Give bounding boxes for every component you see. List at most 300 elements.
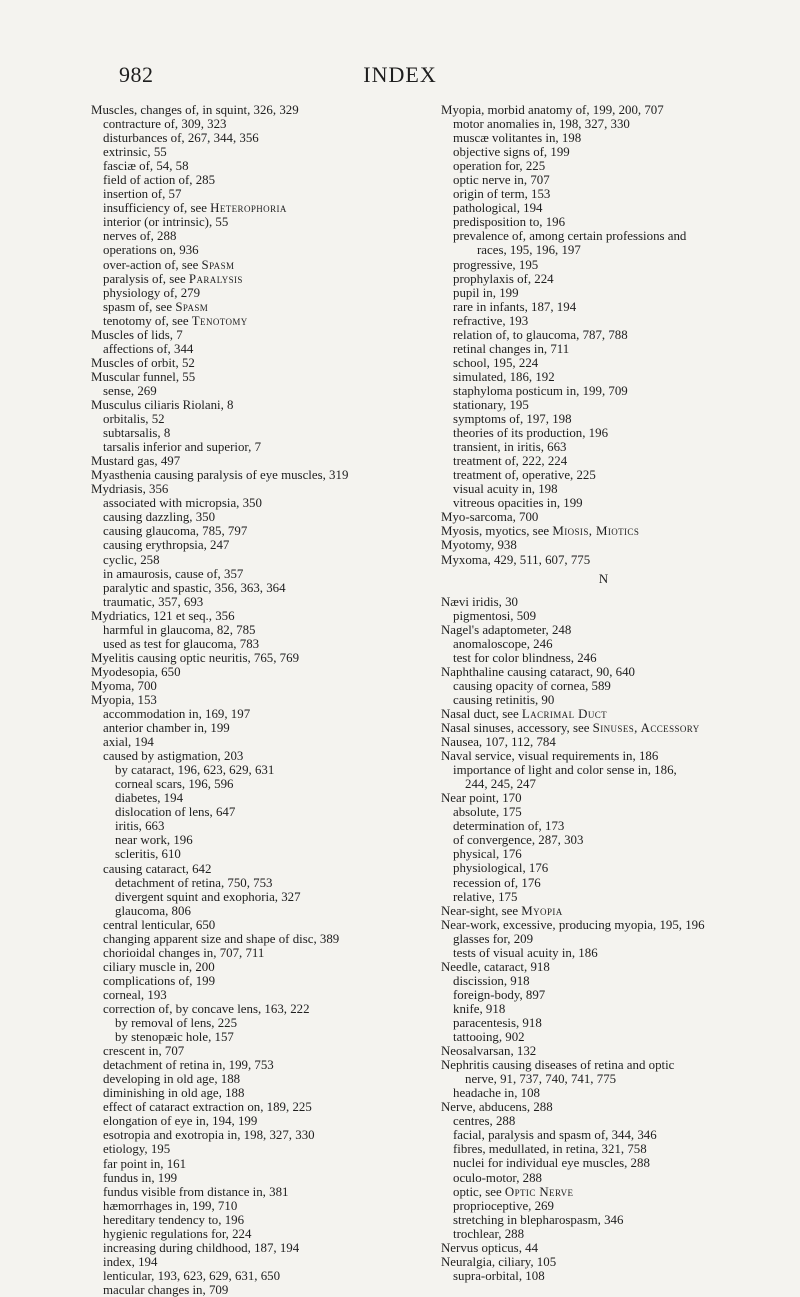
index-subentry (91, 496, 426, 510)
entry-text: discission, 918 (453, 973, 530, 988)
entry-text: in amaurosis, cause of, 357 (103, 566, 244, 581)
index-subentry (91, 623, 426, 637)
entry-text: proprioceptive, 269 (453, 1198, 554, 1213)
index-subentry (91, 1199, 426, 1213)
entry-text: origin of term, 153 (453, 187, 551, 202)
index-subentry (441, 637, 766, 651)
entry-text: over-action of, see (103, 257, 202, 272)
index-entry (441, 721, 766, 735)
index-subentry (441, 384, 766, 398)
index-subentry (441, 861, 766, 875)
entry-text: Near-sight, see (441, 903, 522, 918)
index-subentry (91, 763, 426, 777)
index-subentry (91, 1269, 426, 1283)
index-column-right (441, 103, 766, 1283)
entry-text: detachment of retina, 750, 753 (115, 875, 273, 890)
index-entry (91, 693, 426, 707)
index-subentry (441, 1171, 766, 1185)
entry-text: trochlear, 288 (453, 1226, 525, 1241)
entry-text: near work, 196 (115, 833, 193, 848)
entry-text: treatment of, 222, 224 (453, 454, 568, 469)
index-subentry (91, 805, 426, 819)
entry-text: spasm of, see (103, 299, 176, 314)
entry-text: fibres, medullated, in retina, 321, 758 (453, 1142, 647, 1157)
index-subentry (91, 1241, 426, 1255)
index-subentry (441, 763, 766, 777)
entry-text: used as test for glaucoma, 783 (103, 636, 260, 651)
index-column-left (91, 103, 426, 1297)
index-subentry (441, 946, 766, 960)
index-entry (441, 623, 766, 637)
index-subentry (441, 1199, 766, 1213)
index-entry (91, 651, 426, 665)
entry-text: central lenticular, 650 (103, 917, 216, 932)
index-subentry (441, 482, 766, 496)
index-entry (441, 735, 766, 749)
entry-text: Muscular funnel, 55 (91, 369, 196, 384)
index-subentry (441, 679, 766, 693)
entry-text: symptoms of, 197, 198 (453, 412, 572, 427)
index-subentry (441, 1016, 766, 1030)
entry-text: stationary, 195 (453, 397, 529, 412)
index-subentry (91, 749, 426, 763)
index-subentry (441, 805, 766, 819)
entry-text: insufficiency of, see (103, 201, 211, 216)
index-subentry (91, 1002, 426, 1016)
entry-text: affections of, 344 (103, 341, 194, 356)
entry-text: tattooing, 902 (453, 1030, 525, 1045)
index-subentry (441, 609, 766, 623)
index-subentry (441, 1086, 766, 1100)
index-subentry (91, 1227, 426, 1241)
entry-text: causing cataract, 642 (103, 861, 212, 876)
index-subentry (91, 258, 426, 272)
index-subentry (91, 960, 426, 974)
index-entry (441, 918, 766, 932)
index-subentry (91, 538, 426, 552)
entry-text: chorioidal changes in, 707, 711 (103, 945, 265, 960)
entry-text: hygienic regulations for, 224 (103, 1226, 252, 1241)
entry-text: Nephritis causing diseases of retina and optic (441, 1058, 675, 1073)
index-subentry (441, 187, 766, 201)
entry-text: nerve, 91, 737, 740, 741, 775 (465, 1072, 617, 1087)
index-subentry (441, 243, 766, 257)
index-subentry (441, 1227, 766, 1241)
entry-text: Naphthaline causing cataract, 90, 640 (441, 664, 636, 679)
index-entry (441, 791, 766, 805)
entry-text: oculo-motor, 288 (453, 1170, 542, 1185)
entry-text: developing in old age, 188 (103, 1072, 241, 1087)
index-entry (91, 454, 426, 468)
entry-text: anterior chamber in, 199 (103, 721, 230, 736)
entry-text: objective signs of, 199 (453, 145, 570, 160)
entry-text: diabetes, 194 (115, 791, 184, 806)
entry-text: scleritis, 610 (115, 847, 181, 862)
entry-text: index, 194 (103, 1254, 158, 1269)
index-entry (91, 328, 426, 342)
entry-text: effect of cataract extraction on, 189, 225 (103, 1100, 312, 1115)
entry-text: Neosalvarsan, 132 (441, 1044, 537, 1059)
index-subentry (91, 1142, 426, 1156)
entry-text: Myopia, 153 (91, 692, 157, 707)
index-subentry (91, 1086, 426, 1100)
index-subentry (441, 342, 766, 356)
index-subentry (91, 833, 426, 847)
page-number: 982 (119, 62, 154, 87)
entry-text: nuclei for individual eye muscles, 288 (453, 1156, 650, 1171)
entry-text: causing opacity of cornea, 589 (453, 678, 611, 693)
index-subentry (441, 117, 766, 131)
index-entry (91, 468, 426, 482)
index-subentry (91, 286, 426, 300)
entry-text: corneal scars, 196, 596 (115, 777, 234, 792)
entry-text: prophylaxis of, 224 (453, 271, 554, 286)
entry-text: determination of, 173 (453, 819, 565, 834)
entry-text: transient, in iritis, 663 (453, 440, 567, 455)
index-entry (441, 904, 766, 918)
index-entry (91, 356, 426, 370)
index-subentry (91, 847, 426, 861)
index-entry (441, 1241, 766, 1255)
index-subentry (91, 173, 426, 187)
index-subentry (91, 229, 426, 243)
entry-text: Neuralgia, ciliary, 105 (441, 1254, 557, 1269)
entry-text: by cataract, 196, 623, 629, 631 (115, 763, 275, 778)
entry-text: simulated, 186, 192 (453, 369, 555, 384)
index-subentry (441, 454, 766, 468)
index-subentry (91, 1283, 426, 1297)
entry-text: Needle, cataract, 918 (441, 959, 550, 974)
entry-text: facial, paralysis and spasm of, 344, 346 (453, 1128, 657, 1143)
entry-text: Myelitis causing optic neuritis, 765, 769 (91, 650, 300, 665)
entry-text: associated with micropsia, 350 (103, 496, 262, 511)
index-subentry (91, 567, 426, 581)
index-subentry (441, 1142, 766, 1156)
index-entry (91, 679, 426, 693)
index-subentry (91, 819, 426, 833)
entry-text: predisposition to, 196 (453, 215, 566, 230)
entry-text: detachment of retina in, 199, 753 (103, 1058, 274, 1073)
entry-text: complications of, 199 (103, 973, 216, 988)
entry-text: races, 195, 196, 197 (477, 243, 581, 258)
cross-reference: Lacrimal Duct (521, 706, 608, 721)
entry-text: dislocation of lens, 647 (115, 805, 236, 820)
entry-text: Myopia, morbid anatomy of, 199, 200, 707 (441, 103, 664, 117)
entry-text: pupil in, 199 (453, 285, 519, 300)
index-subentry (441, 1185, 766, 1199)
entry-text: optic nerve in, 707 (453, 173, 550, 188)
index-subentry (441, 1128, 766, 1142)
index-subentry (441, 496, 766, 510)
index-subentry (441, 1030, 766, 1044)
index-subentry (91, 272, 426, 286)
entry-text: motor anomalies in, 198, 327, 330 (453, 117, 630, 132)
index-entry (441, 1044, 766, 1058)
entry-text: stretching in blepharospasm, 346 (453, 1212, 624, 1227)
entry-text: by removal of lens, 225 (115, 1016, 238, 1031)
index-subentry (441, 398, 766, 412)
entry-text: Myodesopia, 650 (91, 664, 181, 679)
index-subentry (91, 988, 426, 1002)
index-subentry (441, 131, 766, 145)
entry-text: orbitalis, 52 (103, 412, 165, 427)
entry-text: Muscles of lids, 7 (91, 327, 183, 342)
index-subentry (91, 131, 426, 145)
entry-text: traumatic, 357, 693 (103, 594, 204, 609)
index-subentry (441, 1114, 766, 1128)
index-subentry (91, 159, 426, 173)
index-subentry (441, 833, 766, 847)
entry-text: cyclic, 258 (103, 552, 160, 567)
entry-text: absolute, 175 (453, 805, 522, 820)
entry-text: knife, 918 (453, 1001, 506, 1016)
index-subentry (441, 229, 766, 243)
entry-text: relation of, to glaucoma, 787, 788 (453, 327, 628, 342)
index-subentry (441, 426, 766, 440)
entry-text: Near-work, excessive, producing myopia, 195, 196 (441, 917, 705, 932)
index-subentry (441, 468, 766, 482)
index-subentry (441, 777, 766, 791)
index-subentry (441, 847, 766, 861)
entry-text: causing dazzling, 350 (103, 510, 216, 525)
index-subentry (441, 1072, 766, 1086)
entry-text: N (598, 571, 609, 586)
entry-text: contracture of, 309, 323 (103, 117, 227, 132)
index-subentry (91, 862, 426, 876)
index-subentry (91, 440, 426, 454)
index-subentry (91, 314, 426, 328)
entry-text: Muscles, changes of, in squint, 326, 329 (91, 103, 299, 117)
entry-text: Nerve, abducens, 288 (441, 1100, 553, 1115)
entry-text: tests of visual acuity in, 186 (453, 945, 598, 960)
index-entry (91, 370, 426, 384)
cross-reference: Heterophoria (210, 201, 287, 216)
index-subentry (91, 1100, 426, 1114)
index-subentry (91, 946, 426, 960)
section-letter-heading (441, 567, 766, 595)
entry-text: fundus visible from distance in, 381 (103, 1184, 289, 1199)
entry-text: Near point, 170 (441, 791, 522, 806)
index-subentry (91, 791, 426, 805)
entry-text: divergent squint and exophoria, 327 (115, 889, 301, 904)
cross-reference: Spasm (175, 299, 209, 314)
index-subentry (441, 356, 766, 370)
index-entry (441, 1058, 766, 1072)
entry-text: staphyloma posticum in, 199, 709 (453, 383, 628, 398)
entry-text: fundus in, 199 (103, 1170, 178, 1185)
entry-text: Musculus ciliaris Riolani, 8 (91, 397, 234, 412)
index-subentry (91, 342, 426, 356)
index-subentry (91, 215, 426, 229)
cross-reference: Paralysis (188, 271, 243, 286)
index-subentry (91, 1072, 426, 1086)
entry-text: Nævi iridis, 30 (441, 594, 518, 609)
entry-text: corneal, 193 (103, 987, 167, 1002)
index-entry (91, 103, 426, 117)
entry-text: ciliary muscle in, 200 (103, 959, 215, 974)
index-subentry (91, 1255, 426, 1269)
entry-text: esotropia and exotropia in, 198, 327, 330 (103, 1128, 315, 1143)
entry-text: vitreous opacities in, 199 (453, 496, 583, 511)
entry-text: interior (or intrinsic), 55 (103, 215, 229, 230)
index-subentry (91, 1185, 426, 1199)
index-subentry (91, 1044, 426, 1058)
entry-text: paralysis of, see (103, 271, 189, 286)
index-subentry (91, 243, 426, 257)
index-subentry (441, 412, 766, 426)
index-subentry (91, 735, 426, 749)
index-subentry (441, 300, 766, 314)
entry-text: lenticular, 193, 623, 629, 631, 650 (103, 1268, 281, 1283)
entry-text: subtarsalis, 8 (103, 426, 171, 441)
entry-text: progressive, 195 (453, 257, 539, 272)
entry-text: rare in infants, 187, 194 (453, 299, 577, 314)
entry-text: anomaloscope, 246 (453, 636, 553, 651)
index-subentry (91, 524, 426, 538)
entry-text: Myosis, myotics, see (441, 524, 553, 539)
cross-reference: Spasm (201, 257, 235, 272)
index-subentry (91, 1171, 426, 1185)
index-subentry (91, 426, 426, 440)
entry-text: nerves of, 288 (103, 229, 177, 244)
entry-text: physiology of, 279 (103, 285, 201, 300)
entry-text: etiology, 195 (103, 1142, 171, 1157)
entry-text: Muscles of orbit, 52 (91, 355, 195, 370)
entry-text: prevalence of, among certain professions and (453, 229, 687, 244)
index-subentry (441, 145, 766, 159)
entry-text: increasing during childhood, 187, 194 (103, 1240, 300, 1255)
entry-text: accommodation in, 169, 197 (103, 707, 251, 722)
entry-text: Nausea, 107, 112, 784 (441, 735, 556, 750)
entry-text: Mydriatics, 121 et seq., 356 (91, 608, 235, 623)
entry-text: glaucoma, 806 (115, 903, 191, 918)
cross-reference: Myopia (521, 903, 563, 918)
entry-text: visual acuity in, 198 (453, 482, 558, 497)
index-subentry (441, 159, 766, 173)
entry-text: Myxoma, 429, 511, 607, 775 (441, 552, 591, 567)
index-subentry (91, 777, 426, 791)
index-subentry (441, 988, 766, 1002)
index-subentry (91, 595, 426, 609)
entry-text: relative, 175 (453, 889, 518, 904)
index-subentry (441, 932, 766, 946)
index-entry (441, 538, 766, 552)
entry-text: Nasal duct, see (441, 706, 522, 721)
index-entry (91, 609, 426, 623)
index-subentry (91, 974, 426, 988)
entry-text: causing glaucoma, 785, 797 (103, 524, 248, 539)
entry-text: crescent in, 707 (103, 1044, 185, 1059)
entry-text: diminishing in old age, 188 (103, 1086, 245, 1101)
entry-text: hæmorrhages in, 199, 710 (103, 1198, 238, 1213)
entry-text: hereditary tendency to, 196 (103, 1212, 245, 1227)
entry-text: pathological, 194 (453, 201, 543, 216)
cross-reference: Optic Nerve (504, 1184, 574, 1199)
entry-text: changing apparent size and shape of disc, 389 (103, 931, 340, 946)
index-subentry (91, 918, 426, 932)
entry-text: muscæ volitantes in, 198 (453, 131, 582, 146)
page-title: INDEX (363, 62, 437, 87)
entry-text: Naval service, visual requirements in, 186 (441, 749, 659, 764)
index-subentry (441, 370, 766, 384)
index-entry (441, 707, 766, 721)
index-subentry (91, 721, 426, 735)
index-entry (441, 749, 766, 763)
index-entry (441, 595, 766, 609)
index-entry (91, 482, 426, 496)
cross-reference: Sinuses, Accessory (592, 721, 700, 736)
entry-text: insertion of, 57 (103, 187, 182, 202)
entry-text: test for color blindness, 246 (453, 650, 597, 665)
entry-text: field of action of, 285 (103, 173, 216, 188)
index-entry (441, 524, 766, 538)
index-subentry (91, 117, 426, 131)
cross-reference: Miosis, Miotics (552, 524, 640, 539)
index-subentry (91, 300, 426, 314)
index-entry (441, 103, 766, 117)
index-subentry (91, 1157, 426, 1171)
index-subentry (441, 314, 766, 328)
entry-text: tarsalis inferior and superior, 7 (103, 440, 262, 455)
index-subentry (441, 693, 766, 707)
entry-text: theories of its production, 196 (453, 426, 609, 441)
index-subentry (441, 328, 766, 342)
index-subentry (91, 1128, 426, 1142)
index-subentry (91, 1213, 426, 1227)
index-subentry (441, 876, 766, 890)
entry-text: Mydriasis, 356 (91, 482, 169, 497)
entry-text: paracentesis, 918 (453, 1016, 542, 1030)
index-subentry (441, 1269, 766, 1283)
index-subentry (441, 1156, 766, 1170)
entry-text: refractive, 193 (453, 313, 529, 328)
index-subentry (91, 581, 426, 595)
index-entry (91, 398, 426, 412)
entry-text: paralytic and spastic, 356, 363, 364 (103, 580, 286, 595)
cross-reference: Tenotomy (191, 313, 248, 328)
entry-text: headache in, 108 (453, 1086, 540, 1101)
entry-text: Myoma, 700 (91, 678, 157, 693)
entry-text: causing retinitis, 90 (453, 692, 555, 707)
index-entry (441, 665, 766, 679)
entry-text: supra-orbital, 108 (453, 1268, 545, 1283)
entry-text: operations on, 936 (103, 243, 199, 258)
index-subentry (91, 1058, 426, 1072)
index-entry (441, 553, 766, 567)
entry-text: Nagel's adaptometer, 248 (441, 622, 572, 637)
entry-text: by stenopæic hole, 157 (115, 1030, 234, 1045)
entry-text: causing erythropsia, 247 (103, 538, 230, 553)
entry-text: physiological, 176 (453, 861, 549, 876)
entry-text: importance of light and color sense in, 186, (453, 763, 677, 778)
index-subentry (91, 1030, 426, 1044)
index-subentry (441, 1002, 766, 1016)
entry-text: glasses for, 209 (453, 931, 534, 946)
index-subentry (91, 187, 426, 201)
index-subentry (441, 440, 766, 454)
entry-text: extrinsic, 55 (103, 145, 167, 160)
index-subentry (441, 201, 766, 215)
entry-text: recession of, 176 (453, 875, 541, 890)
index-entry (441, 1100, 766, 1114)
entry-text: fasciæ of, 54, 58 (103, 159, 189, 174)
entry-text: Myo-sarcoma, 700 (441, 510, 539, 525)
index-subentry (91, 1114, 426, 1128)
entry-text: retinal changes in, 711 (453, 341, 570, 356)
index-subentry (91, 932, 426, 946)
index-subentry (91, 890, 426, 904)
page-header (0, 62, 800, 92)
